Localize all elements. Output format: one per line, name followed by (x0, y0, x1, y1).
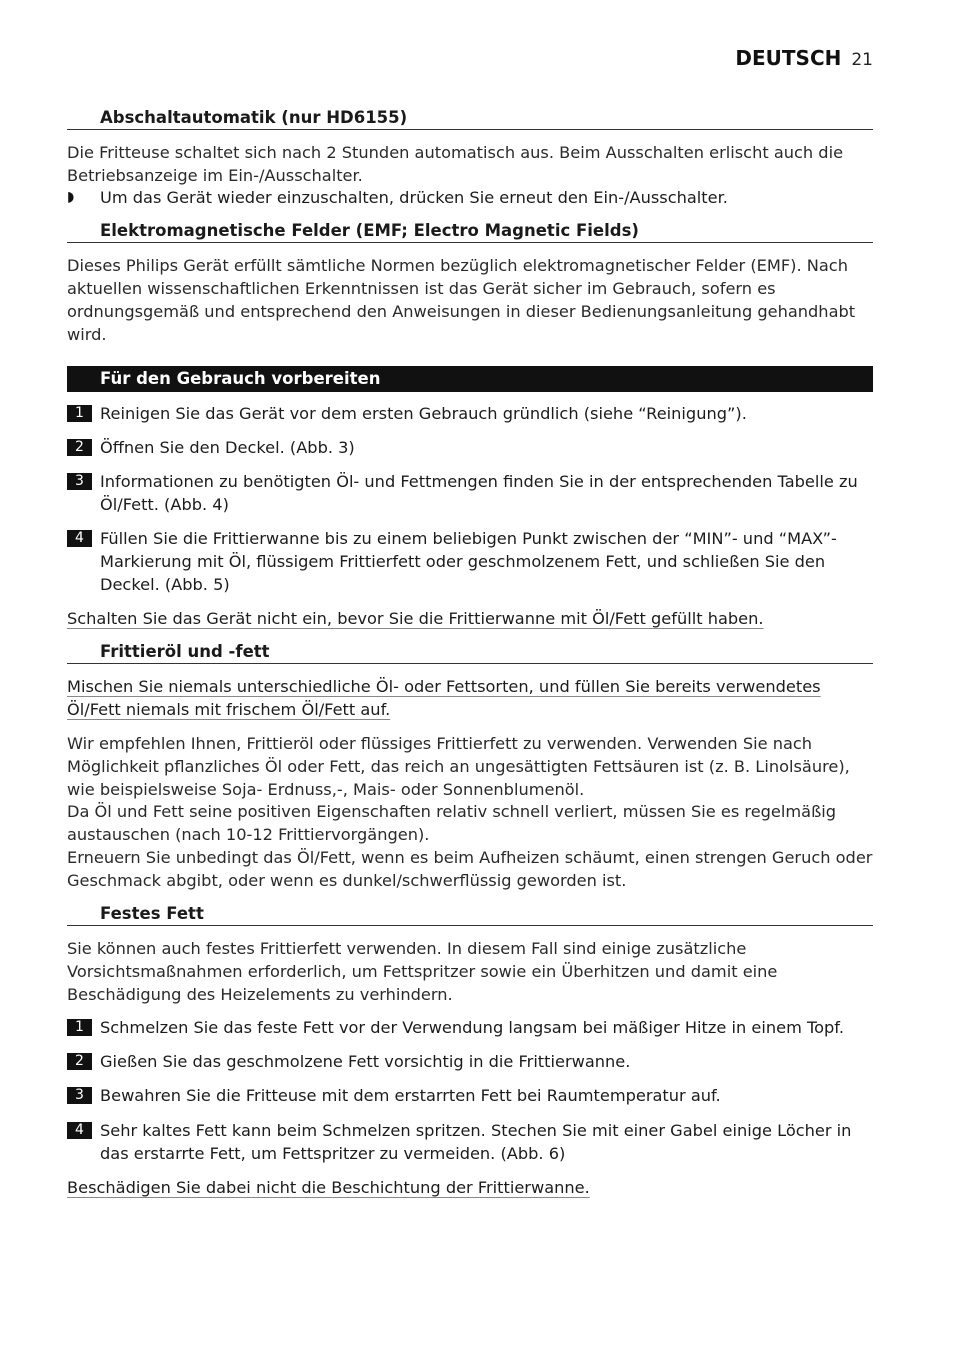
section-heading: Abschaltautomatik (nur HD6155) (67, 107, 873, 130)
step-number: 1 (67, 405, 92, 422)
list-item (67, 1084, 873, 1107)
step-text: Informationen zu benötigten Öl- und Fettmengen finden Sie in der entsprechenden Tabelle zu Öl/Fett. (Abb. 4) (100, 472, 858, 514)
list-item (67, 527, 873, 596)
section-heading: Frittieröl und -fett (67, 641, 873, 664)
section-heading: Elektromagnetische Felder (EMF; Electro Magnetic Fields) (67, 220, 873, 243)
paragraph: Sie können auch festes Frittierfett verwenden. In diesem Fall sind einige zusätzliche Vorsichtsmaßnahmen erforderlich, um Fettspritzer sowie ein Überhitzen und damit eine Beschädigung des Heizelements zu verhindern. (67, 939, 778, 1004)
warning-note (67, 607, 873, 630)
section-heading: Festes Fett (67, 903, 873, 926)
warning-text: Schalten Sie das Gerät nicht ein, bevor Sie die Frittierwanne mit Öl/Fett gefüllt haben. (67, 609, 764, 628)
list-item (67, 470, 873, 516)
list-item (67, 1016, 873, 1039)
paragraph: Da Öl und Fett seine positiven Eigenschaften relativ schnell verliert, müssen Sie es regelmäßig austauschen (nach 10-12 Frittiervorgängen). (67, 802, 837, 844)
step-text: Schmelzen Sie das feste Fett vor der Verwendung langsam bei mäßiger Hitze in einem Topf. (100, 1018, 844, 1037)
list-item (67, 1119, 873, 1165)
section-heading: Für den Gebrauch vorbereiten (67, 366, 873, 392)
paragraph: Erneuern Sie unbedingt das Öl/Fett, wenn es beim Aufheizen schäumt, einen strengen Geruch oder Geschmack abgibt, oder wenn es dunkel/schwerflüssig geworden ist. (67, 848, 873, 890)
paragraph: Dieses Philips Gerät erfüllt sämtliche Normen bezüglich elektromagnetischer Felder (EMF). Nach aktuellen wissenschaftlichen Erkenntnissen ist das Gerät sicher im Gebrauch, sofern es ordnungsgemäß und entsprechend den Anweisungen in dieser Bedienungsanleitung gehandhabt wird. (67, 256, 856, 344)
step-number: 3 (67, 1087, 92, 1104)
paragraph: Wir empfehlen Ihnen, Frittieröl oder flüssiges Frittierfett zu verwenden. Verwenden Sie nach Möglichkeit pflanzliches Öl oder Fett, das reich an ungesättigten Fettsäuren ist (z. B. Linolsäure), wie beispielsweise Soja- Erdnuss,-, Mais- oder Sonnenblumenöl. (67, 734, 850, 799)
bullet-item (67, 186, 873, 209)
step-number: 4 (67, 530, 92, 547)
step-text: Gießen Sie das geschmolzene Fett vorsichtig in die Frittierwanne. (100, 1052, 631, 1071)
bullet-icon: ◗ (67, 189, 75, 205)
paragraph: Die Fritteuse schaltet sich nach 2 Stunden automatisch aus. Beim Ausschalten erlischt auch die Betriebsanzeige im Ein-/Ausschalter. (67, 143, 844, 185)
warning-note (67, 1176, 873, 1199)
step-number: 2 (67, 439, 92, 456)
step-number: 3 (67, 473, 92, 490)
list-item (67, 402, 873, 425)
page-header (735, 46, 873, 70)
list-item (67, 436, 873, 459)
step-text: Bewahren Sie die Fritteuse mit dem erstarrten Fett bei Raumtemperatur auf. (100, 1086, 721, 1105)
step-text: Öffnen Sie den Deckel. (Abb. 3) (100, 438, 355, 457)
step-number: 1 (67, 1019, 92, 1036)
language-label: DEUTSCH (735, 46, 842, 70)
warning-note (67, 675, 873, 721)
step-text: Füllen Sie die Frittierwanne bis zu einem beliebigen Punkt zwischen der “MIN”- und “MAX”-Markierung mit Öl, flüssigem Frittierfett oder geschmolzenem Fett, und schließen Sie den Deckel. (Abb. 5) (100, 529, 837, 594)
step-number: 2 (67, 1053, 92, 1070)
warning-text: Mischen Sie niemals unterschiedliche Öl- oder Fettsorten, und füllen Sie bereits verwendetes Öl/Fett niemals mit frischem Öl/Fett auf. (67, 677, 821, 719)
warning-text: Beschädigen Sie dabei nicht die Beschichtung der Frittierwanne. (67, 1178, 590, 1197)
list-item (67, 1050, 873, 1073)
page-number: 21 (851, 50, 873, 70)
step-number: 4 (67, 1122, 92, 1139)
step-text: Reinigen Sie das Gerät vor dem ersten Gebrauch gründlich (siehe “Reinigung”). (100, 404, 747, 423)
bullet-text: Um das Gerät wieder einzuschalten, drücken Sie erneut den Ein-/Ausschalter. (100, 188, 728, 207)
step-text: Sehr kaltes Fett kann beim Schmelzen spritzen. Stechen Sie mit einer Gabel einige Löcher in das erstarrte Fett, um Fettspritzer zu vermeiden. (Abb. 6) (100, 1121, 852, 1163)
